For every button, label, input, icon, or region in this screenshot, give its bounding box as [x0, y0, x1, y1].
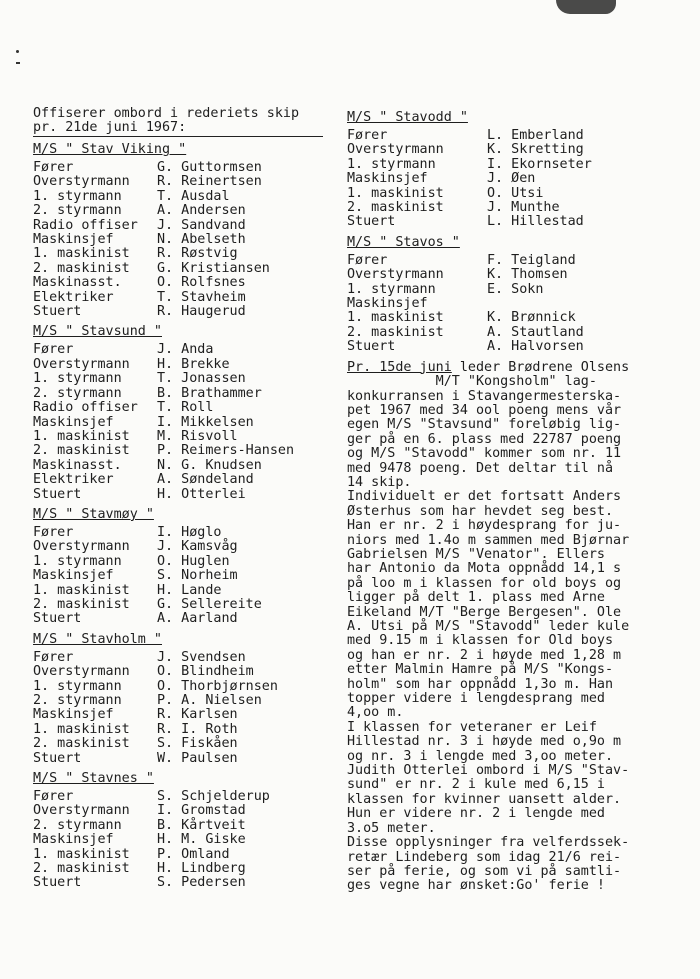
crew-role: Fører — [33, 342, 74, 358]
crew-row — [347, 254, 667, 268]
article-line: niors med 1.4o m sammen med Bjørnar — [347, 532, 630, 548]
article-line: og nr. 3 i lengde med 3,oo meter. — [347, 748, 614, 764]
crew-name: M. Risvoll — [157, 428, 238, 444]
crew-role: 2. maskinist — [347, 200, 444, 216]
crew-row — [347, 158, 667, 172]
scan-smudge — [556, 0, 616, 14]
crew-name: F. Teigland — [487, 252, 576, 268]
crew-row — [347, 187, 667, 201]
article-line: ges vegne har ønsket:Go' ferie ! — [347, 878, 605, 894]
document-title: Offiserer ombord i rederiets skip — [33, 106, 300, 121]
ship-heading — [33, 633, 333, 647]
article-line: og han er nr. 2 i høyde med 1,28 m — [347, 647, 622, 663]
article-line: I klassen for veteraner er Leif — [347, 719, 597, 735]
crew-name: K. Brønnick — [487, 310, 576, 326]
crew-role: 1. maskinist — [33, 721, 130, 737]
article-line: A. Utsi på M/S "Stavodd" leder kule — [347, 619, 630, 634]
crew-role: Elektriker — [33, 472, 114, 488]
crew-row — [33, 444, 333, 458]
crew-role: Overstyrmann — [33, 174, 130, 190]
crew-role: Stuert — [347, 339, 396, 355]
crew-row — [347, 311, 667, 325]
article-line: retær Lindeberg som idag 21/6 rei- — [347, 849, 622, 865]
crew-name: J. Svendsen — [157, 649, 246, 665]
article-line: Individuelt er det fortsatt Anders — [347, 489, 622, 505]
crew-row — [33, 708, 333, 722]
crew-name: H. M. Giske — [157, 832, 246, 848]
ship-name: M/S " Stavos " — [347, 234, 460, 250]
article-line: på loo m i klassen for old boys og — [347, 575, 622, 591]
scan-speck — [16, 62, 20, 64]
crew-role: Fører — [347, 128, 388, 143]
crew-name: H. Lande — [157, 582, 222, 598]
crew-name: P. Reimers-Hansen — [157, 443, 295, 459]
crew-role: Maskinsjef — [33, 707, 114, 723]
crew-role: 2. styrmann — [33, 385, 122, 401]
right-ship-list — [347, 111, 667, 355]
crew-role: 1. styrmann — [33, 371, 122, 387]
crew-row — [33, 612, 333, 626]
article-line: Gabrielsen M/S "Venator". Ellers — [347, 546, 605, 562]
crew-name: B. Brathammer — [157, 385, 262, 401]
crew-name: O. Thorbjørnsen — [157, 678, 278, 694]
crew-role: 2. styrmann — [33, 693, 122, 708]
crew-name: J. Øen — [487, 171, 536, 187]
article-line: med 9478 poeng. Det deltar til nå — [347, 460, 614, 476]
crew-name: J. Munthe — [487, 200, 560, 216]
article-line: topper videre i lengdesprang med — [347, 691, 605, 707]
crew-row — [347, 129, 667, 143]
crew-row — [33, 262, 333, 276]
article-line: ser på ferie, og som vi på samtli- — [347, 863, 622, 879]
crew-role: Stuert — [33, 750, 82, 766]
crew-role: Overstyrmann — [33, 664, 130, 680]
crew-role: 2. maskinist — [33, 861, 130, 877]
crew-row — [33, 416, 333, 430]
crew-role: Maskinasst. — [33, 457, 122, 473]
article-line: egen M/S "Stavsund" foreløbig lig- — [347, 417, 622, 433]
crew-row — [33, 737, 333, 751]
crew-name: N. Abelseth — [157, 232, 246, 248]
crew-row — [33, 233, 333, 247]
ship-heading — [347, 111, 667, 125]
ship-name: M/S " Stavodd " — [347, 110, 468, 125]
crew-name: N. G. Knudsen — [157, 457, 262, 473]
crew-name: W. Paulsen — [157, 750, 238, 766]
article — [347, 361, 667, 894]
article-line: ligger på delt 1. plass med Arne — [347, 590, 605, 606]
ship-name: M/S " Stavnes " — [33, 771, 154, 787]
document-date: pr. 21de juni 1967: — [33, 120, 187, 135]
crew-role: Radio offiser — [33, 217, 138, 233]
crew-row — [347, 172, 667, 186]
crew-role: 2. maskinist — [33, 736, 130, 752]
crew-role: Overstyrmann — [347, 267, 444, 283]
crew-row — [33, 752, 333, 766]
ship-heading — [347, 236, 667, 250]
crew-name: R. Haugerud — [157, 304, 246, 320]
crew-role: Radio offiser — [33, 400, 138, 416]
crew-row — [33, 694, 333, 708]
crew-row — [33, 833, 333, 847]
crew-row — [33, 540, 333, 554]
crew-role: 2. maskinist — [33, 443, 130, 459]
crew-row — [33, 790, 333, 804]
crew-row — [33, 473, 333, 487]
crew-role: 2. styrmann — [33, 817, 122, 833]
crew-role: 1. maskinist — [33, 846, 130, 862]
crew-role: Maskinsjef — [347, 296, 428, 312]
crew-name: R. Reinertsen — [157, 174, 262, 190]
article-line: 4,oo m. — [347, 705, 404, 721]
crew-row — [33, 190, 333, 204]
crew-name: G. Kristiansen — [157, 260, 270, 276]
crew-name: I. Ekornseter — [487, 156, 592, 172]
article-line: klassen for kvinner uansett alder. — [347, 791, 622, 807]
crew-row — [33, 804, 333, 818]
crew-name: A. Søndeland — [157, 472, 254, 488]
right-column — [347, 105, 667, 894]
crew-row — [347, 143, 667, 157]
crew-name: G. Guttormsen — [157, 160, 262, 175]
crew-name: L. Hillestad — [487, 214, 584, 230]
crew-role: Stuert — [33, 875, 82, 891]
crew-row — [33, 401, 333, 415]
crew-role: Fører — [33, 524, 74, 540]
article-line: har Antonio da Mota oppnådd 14,1 s — [347, 561, 622, 577]
crew-role: 1. styrmann — [33, 678, 122, 694]
crew-name: S. Fiskåen — [157, 736, 238, 752]
crew-name: J. Kamsvåg — [157, 539, 238, 555]
crew-role: 1. maskinist — [33, 582, 130, 598]
crew-name: T. Ausdal — [157, 188, 230, 204]
crew-role: Overstyrmann — [347, 142, 444, 158]
crew-name: G. Sellereite — [157, 596, 262, 612]
crew-row — [33, 291, 333, 305]
crew-name: T. Jonassen — [157, 371, 246, 387]
article-line: Pr. 15de juni leder Brødrene Olsens — [347, 359, 630, 375]
article-line: Han er nr. 2 i høydesprang for ju- — [347, 518, 622, 534]
crew-role: Overstyrmann — [33, 539, 130, 555]
crew-row — [33, 204, 333, 218]
title-underline — [33, 136, 323, 137]
article-line: Disse opplysninger fra velferdssek- — [347, 835, 630, 851]
crew-name: A. Aarland — [157, 611, 238, 627]
crew-name: P. Omland — [157, 846, 230, 862]
crew-role: Maskinsjef — [33, 414, 114, 430]
crew-role: Maskinsjef — [347, 171, 428, 187]
crew-row — [347, 297, 667, 311]
crew-role: 1. maskinist — [33, 246, 130, 262]
crew-row — [33, 848, 333, 862]
article-line: Judith Otterlei ombord i M/S "Stav- — [347, 763, 630, 779]
crew-name: R. Karlsen — [157, 707, 238, 723]
crew-row — [33, 247, 333, 261]
crew-role: Overstyrmann — [33, 803, 130, 819]
crew-name: R. I. Roth — [157, 721, 238, 737]
crew-name: K. Skretting — [487, 142, 584, 158]
ship-name: M/S " Stavmøy " — [33, 506, 154, 522]
crew-row — [33, 343, 333, 357]
crew-row — [347, 268, 667, 282]
crew-role: 1. styrmann — [33, 553, 122, 569]
crew-name: H. Brekke — [157, 356, 230, 372]
crew-row — [33, 276, 333, 290]
crew-name: L. Emberland — [487, 128, 584, 143]
crew-role: 1. maskinist — [347, 310, 444, 326]
crew-row — [347, 215, 667, 229]
article-line: Østerhus som har hevdet seg best. — [347, 503, 614, 519]
crew-row — [33, 372, 333, 386]
crew-row — [33, 175, 333, 189]
left-column — [33, 107, 333, 891]
crew-role: 2. styrmann — [33, 203, 122, 219]
crew-name: O. Blindheim — [157, 664, 254, 680]
crew-row — [347, 326, 667, 340]
crew-row — [33, 819, 333, 833]
crew-row — [347, 340, 667, 354]
crew-role: 1. styrmann — [33, 188, 122, 204]
article-line: Eikeland M/T "Berge Bergesen". Ole — [347, 604, 622, 620]
crew-name: B. Kårtveit — [157, 817, 246, 833]
crew-role: 1. styrmann — [347, 156, 436, 172]
article-line: og M/S "Stavodd" kommer som nr. 11 — [347, 446, 622, 462]
crew-role: Elektriker — [33, 289, 114, 305]
crew-row — [33, 387, 333, 401]
crew-row — [33, 305, 333, 319]
crew-role: 2. maskinist — [33, 260, 130, 276]
crew-name: R. Røstvig — [157, 246, 238, 262]
crew-role: 2. maskinist — [347, 324, 444, 340]
crew-row — [33, 219, 333, 233]
crew-role: Maskinsjef — [33, 568, 114, 584]
crew-name: H. Otterlei — [157, 486, 246, 502]
crew-name: K. Thomsen — [487, 267, 568, 283]
crew-name: I. Gromstad — [157, 803, 246, 819]
article-line: sund" er nr. 2 i kule med 6,15 i — [347, 777, 605, 793]
ship-heading — [33, 772, 333, 786]
crew-role: Fører — [33, 789, 74, 805]
article-date: Pr. 15de juni — [347, 359, 452, 375]
article-line: pet 1967 med 34 ool poeng mens vår — [347, 402, 622, 418]
article-line: konkurransen i Stavangermesterska- — [347, 388, 622, 404]
crew-role: Stuert — [33, 486, 82, 502]
crew-row — [33, 584, 333, 598]
ship-name: M/S " Stavsund " — [33, 324, 162, 340]
crew-row — [33, 876, 333, 890]
crew-role: 1. maskinist — [33, 428, 130, 444]
crew-name: S. Schjelderup — [157, 789, 270, 805]
crew-row — [33, 161, 333, 175]
crew-row — [347, 283, 667, 297]
crew-row — [33, 555, 333, 569]
crew-role: Stuert — [33, 611, 82, 627]
crew-row — [347, 201, 667, 215]
ship-heading — [33, 143, 333, 157]
crew-row — [33, 680, 333, 694]
crew-role: Stuert — [33, 304, 82, 320]
crew-role: Maskinasst. — [33, 275, 122, 291]
crew-name: A. Andersen — [157, 203, 246, 219]
article-line: ger på en 6. plass med 22787 poeng — [347, 431, 622, 447]
ship-heading — [33, 508, 333, 522]
article-line: etter Malmin Hamre på M/S "Kongs- — [347, 662, 614, 678]
crew-name: S. Pedersen — [157, 875, 246, 891]
crew-row — [33, 862, 333, 876]
crew-name: S. Norheim — [157, 568, 238, 584]
crew-row — [33, 665, 333, 679]
crew-name: I. Høglo — [157, 524, 222, 540]
crew-name: H. Lindberg — [157, 861, 246, 877]
article-line: Hillestad nr. 3 i høyde med o,9o m — [347, 734, 622, 750]
crew-role: Fører — [33, 160, 74, 175]
crew-row — [33, 430, 333, 444]
article-line: 3.o5 meter. — [347, 820, 436, 836]
crew-name: T. Stavheim — [157, 289, 246, 305]
crew-name: E. Sokn — [487, 281, 544, 297]
article-line: M/T "Kongsholm" lag- — [347, 374, 597, 390]
crew-role: Maskinsjef — [33, 832, 114, 848]
article-line: 14 skip. — [347, 474, 412, 490]
crew-name: A. Halvorsen — [487, 339, 584, 355]
crew-row — [33, 358, 333, 372]
crew-role: Maskinsjef — [33, 232, 114, 248]
article-line: med 9.15 m i klassen for Old boys — [347, 633, 614, 649]
crew-row — [33, 488, 333, 502]
crew-row — [33, 651, 333, 665]
crew-role: Overstyrmann — [33, 356, 130, 372]
ship-name: M/S " Stav Viking " — [33, 142, 187, 157]
crew-role: 2. maskinist — [33, 596, 130, 612]
crew-role: Stuert — [347, 214, 396, 230]
crew-name: I. Mikkelsen — [157, 414, 254, 430]
scan-speck — [16, 50, 19, 53]
left-ship-list — [33, 143, 333, 891]
crew-name: A. Stautland — [487, 324, 584, 340]
crew-name: O. Utsi — [487, 185, 544, 201]
crew-role: Fører — [33, 649, 74, 665]
crew-name: P. A. Nielsen — [157, 693, 262, 708]
crew-name: J. Anda — [157, 342, 214, 358]
crew-role: Fører — [347, 252, 388, 268]
crew-role: 1. styrmann — [347, 281, 436, 297]
crew-name: O. Huglen — [157, 553, 230, 569]
article-line: Hun er videre nr. 2 i lengde med — [347, 806, 605, 822]
crew-role: 1. maskinist — [347, 185, 444, 201]
crew-name: T. Roll — [157, 400, 214, 416]
crew-row — [33, 598, 333, 612]
ship-name: M/S " Stavholm " — [33, 631, 162, 647]
crew-row — [33, 459, 333, 473]
crew-row — [33, 569, 333, 583]
crew-name: J. Sandvand — [157, 217, 246, 233]
crew-name: O. Rolfsnes — [157, 275, 246, 291]
ship-heading — [33, 325, 333, 339]
article-line: holm" som har oppnådd 1,3o m. Han — [347, 676, 614, 692]
